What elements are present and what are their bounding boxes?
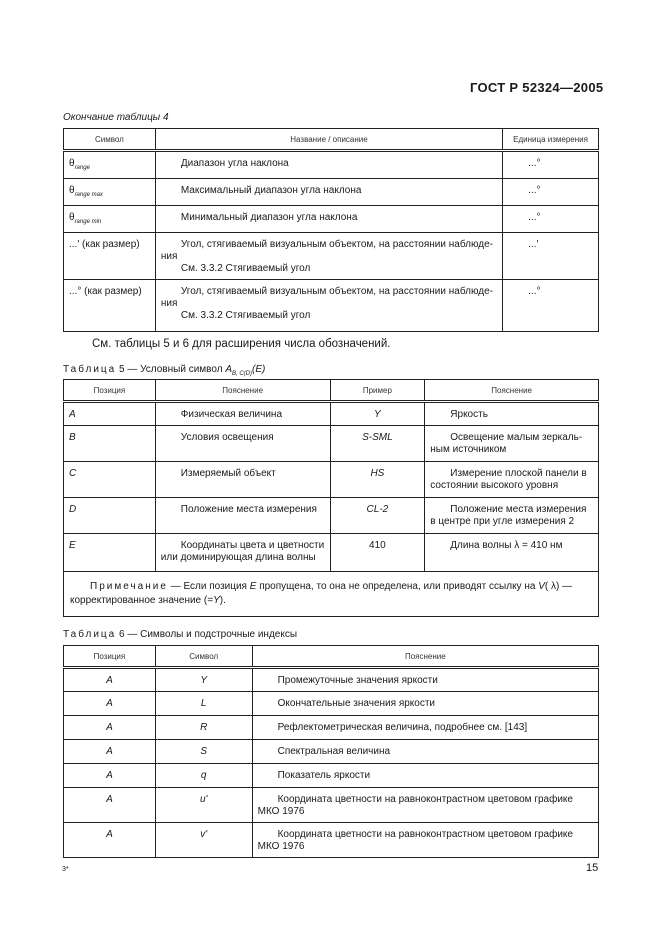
- document-id: ГОСТ Р 52324—2005: [470, 80, 604, 95]
- explanation: Положение места измерения: [155, 498, 330, 534]
- table-row: [64, 788, 599, 823]
- table-row: [64, 740, 599, 764]
- explanation: Спектральная величина: [252, 740, 598, 764]
- table-row: [64, 179, 599, 206]
- example: 410: [330, 534, 425, 572]
- table-row: [64, 668, 599, 692]
- table-row: [64, 233, 599, 280]
- table5: [63, 379, 599, 617]
- position: E: [64, 534, 156, 572]
- example-explanation: Длина волны λ = 410 нм: [425, 534, 599, 572]
- table-row: [64, 692, 599, 716]
- example-explanation: Измерение плоской панели в состоянии высокого уровня: [425, 462, 599, 498]
- paragraph: См. таблицы 5 и 6 для расширения числа обозначений.: [92, 338, 391, 350]
- col-header: Позиция: [64, 380, 156, 402]
- description: Диапазон угла наклона: [155, 151, 502, 179]
- table-row: [64, 462, 599, 498]
- position: C: [64, 462, 156, 498]
- table-row: [64, 823, 599, 858]
- symbol: q: [155, 764, 252, 788]
- col-header: Пояснение: [425, 380, 599, 402]
- symbol: θ: [69, 185, 75, 196]
- unit: ...°: [503, 206, 599, 233]
- position: A: [64, 668, 156, 692]
- table-row: [64, 206, 599, 233]
- symbol: ...' (как размер): [64, 233, 156, 280]
- reference-note: См. 3.3.2 Стягиваемый угол: [180, 263, 311, 274]
- col-header: Единица измерения: [503, 129, 599, 151]
- explanation: Координата цветности на равноконтрастном цветовом графике МКО 1976: [252, 823, 598, 858]
- description: Угол, стягиваемый визуальным объектом, на расстоянии наблюде-ния: [160, 239, 493, 262]
- page-number: 15: [586, 862, 599, 874]
- symbol: u': [155, 788, 252, 823]
- position: D: [64, 498, 156, 534]
- table-row: [64, 534, 599, 572]
- unit: ...': [503, 233, 599, 280]
- position: A: [64, 692, 156, 716]
- col-header: Пояснение: [252, 646, 598, 668]
- symbol: v': [155, 823, 252, 858]
- symbol-subscript: range min: [74, 219, 102, 225]
- table4: [63, 128, 599, 332]
- col-header: Позиция: [64, 646, 156, 668]
- position: B: [64, 426, 156, 462]
- table6: [63, 645, 599, 858]
- explanation: Координаты цвета и цветности или доминирующая длина волны: [155, 534, 330, 572]
- example: S-SML: [330, 426, 425, 462]
- example-explanation: Яркость: [425, 402, 599, 426]
- table4-caption: Окончание таблицы 4: [63, 112, 169, 123]
- position: A: [64, 764, 156, 788]
- table-row: [64, 426, 599, 462]
- example: HS: [330, 462, 425, 498]
- table-row: [64, 402, 599, 426]
- symbol: θ: [69, 158, 75, 169]
- symbol: θ: [69, 212, 75, 223]
- table6-header: [64, 646, 599, 668]
- table-row: [64, 716, 599, 740]
- symbol: S: [155, 740, 252, 764]
- symbol: L: [155, 692, 252, 716]
- symbol: R: [155, 716, 252, 740]
- explanation: Показатель яркости: [252, 764, 598, 788]
- symbol: ...° (как размер): [64, 280, 156, 332]
- col-header: Пояснение: [155, 380, 330, 402]
- description: Угол, стягиваемый визуальным объектом, на расстоянии наблюде-ния: [160, 286, 493, 309]
- position: A: [64, 788, 156, 823]
- table5-header: [64, 380, 599, 402]
- explanation: Рефлектометрическая величина, подробнее см. [143]: [252, 716, 598, 740]
- sheet-mark: 3*: [62, 866, 69, 873]
- position: A: [64, 716, 156, 740]
- col-header: Пример: [330, 380, 425, 402]
- table-note: Примечание — Если позиция E пропущена, то она не определена, или приводят ссылку на V( λ) — корректированное значение (=Y).: [64, 572, 599, 617]
- position: A: [64, 823, 156, 858]
- reference-note: См. 3.3.2 Стягиваемый угол: [180, 310, 311, 321]
- symbol-subscript: range max: [74, 192, 103, 198]
- explanation: Координата цветности на равноконтрастном цветовом графике МКО 1976: [252, 788, 598, 823]
- table-row: [64, 151, 599, 179]
- table-row: [64, 498, 599, 534]
- description: Минимальный диапазон угла наклона: [155, 206, 502, 233]
- unit: ...°: [503, 151, 599, 179]
- unit: ...°: [503, 179, 599, 206]
- example-explanation: Освещение малым зеркаль-ным источником: [425, 426, 599, 462]
- table4-header: [64, 129, 599, 151]
- position: A: [64, 402, 156, 426]
- symbol: Y: [155, 668, 252, 692]
- unit: ...°: [503, 280, 599, 332]
- table-row: [64, 764, 599, 788]
- description: Максимальный диапазон угла наклона: [155, 179, 502, 206]
- explanation: Промежуточные значения яркости: [252, 668, 598, 692]
- explanation: Окончательные значения яркости: [252, 692, 598, 716]
- explanation: Измеряемый объект: [155, 462, 330, 498]
- table-note-row: [64, 572, 599, 617]
- position: A: [64, 740, 156, 764]
- table6-caption: Таблица 6 — Символы и подстрочные индексы: [63, 629, 298, 640]
- table-row: [64, 280, 599, 332]
- explanation: Условия освещения: [155, 426, 330, 462]
- example: Y: [330, 402, 425, 426]
- col-header: Символ: [155, 646, 252, 668]
- example-explanation: Положение места измерения в центре при угле измерения 2: [425, 498, 599, 534]
- col-header: Символ: [64, 129, 156, 151]
- col-header: Название / описание: [155, 129, 502, 151]
- example: CL-2: [330, 498, 425, 534]
- table5-caption: Таблица 5 — Условный символ $A_{B, C(D)}(E)$: [63, 364, 266, 377]
- explanation: Физическая величина: [155, 402, 330, 426]
- symbol-subscript: range: [74, 165, 90, 171]
